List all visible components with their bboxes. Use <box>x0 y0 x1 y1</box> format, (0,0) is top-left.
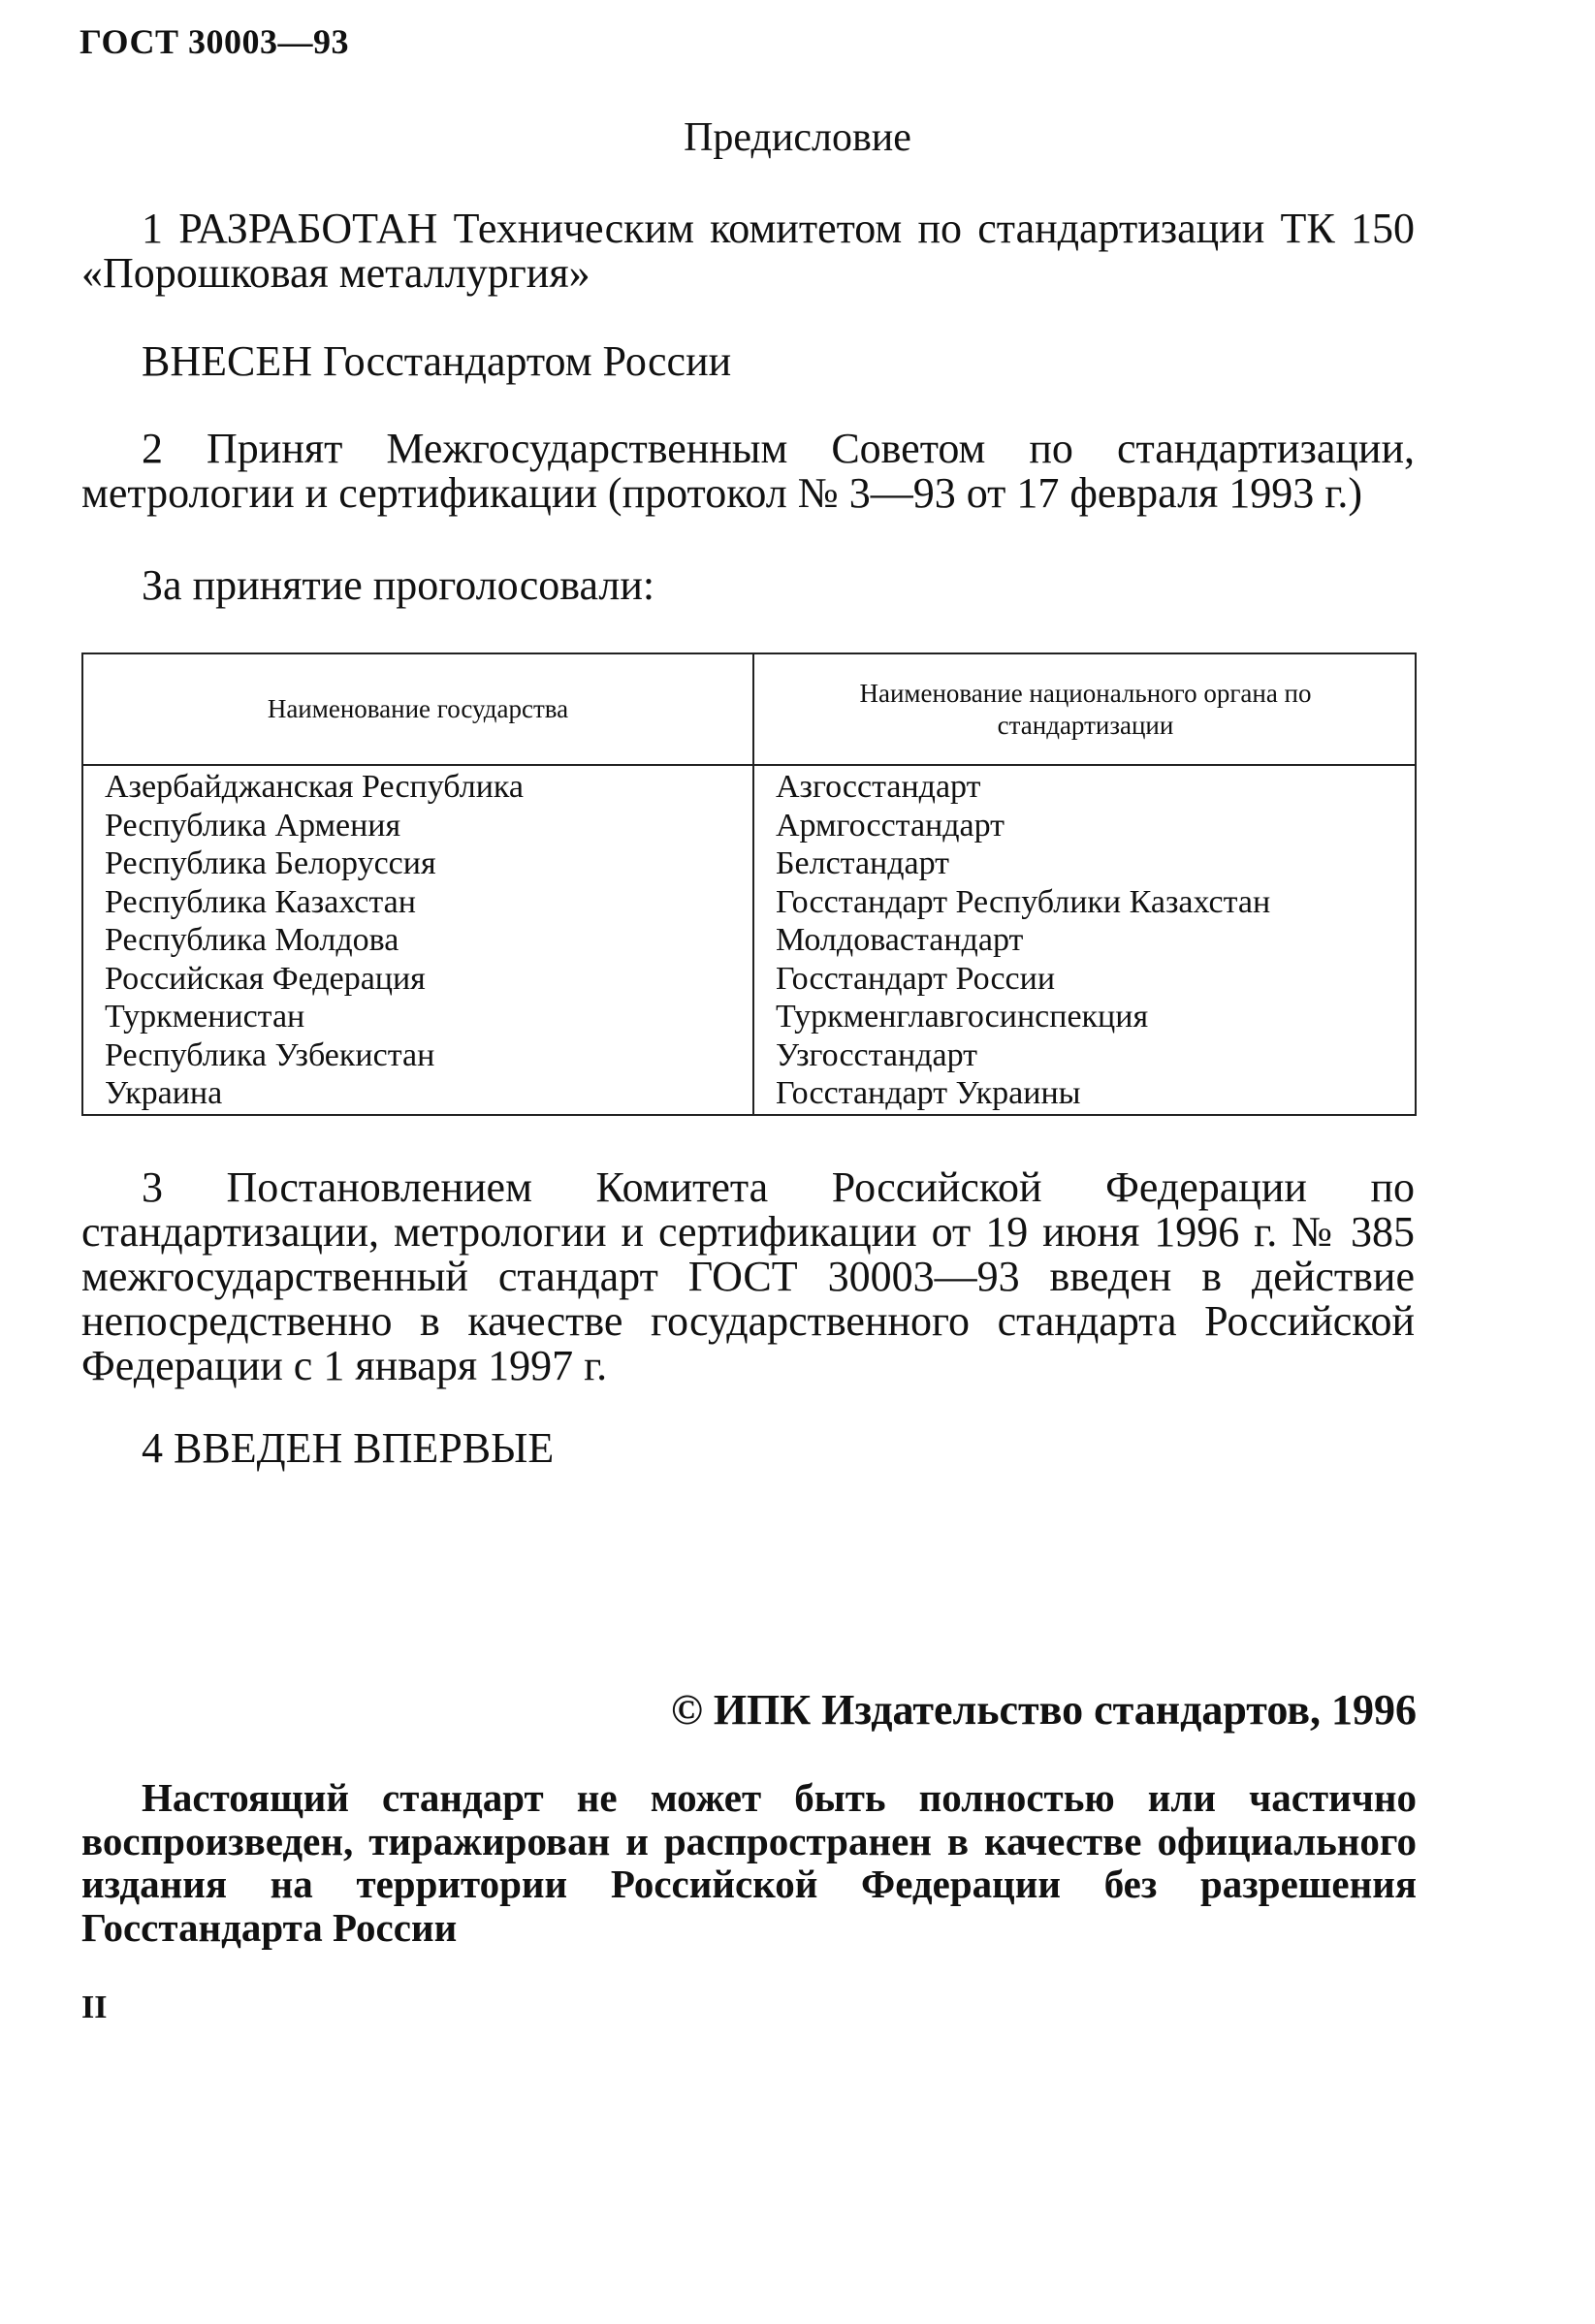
table-cell-body: Молдовастандарт <box>776 922 1024 958</box>
document-code: ГОСТ 30003—93 <box>80 22 349 61</box>
table-cell-body: Белстандарт <box>776 845 950 881</box>
table-cell-body: Узгосстандарт <box>776 1036 978 1073</box>
table-cell-body: Армгосстандарт <box>776 807 1005 844</box>
table-cell-state: Туркменистан <box>105 999 305 1035</box>
table-cell-state: Республика Армения <box>105 807 401 844</box>
voting-caption: За принятие проголосовали: <box>142 561 655 609</box>
table-cell-state: Республика Узбекистан <box>105 1036 435 1073</box>
table-cell-body: Госстандарт России <box>776 960 1056 997</box>
table-cell-body: Туркменглавгосинспекция <box>776 999 1149 1035</box>
table-column-states <box>105 768 524 1113</box>
section-3-resolution: 3 Постановлением Комитета Российской Федерации по стандартизации, метрологии и сертификации от 19 июня 1996 г. № 385 межгосударственный стандарт ГОСТ 30003—93 введен в действие непосредственно в качестве государственного стандарта Российской Федерации с 1 января 1997 г. <box>81 1163 1415 1389</box>
table-header-divider <box>83 764 1415 766</box>
copyright-line: © ИПК Издательство стандартов, 1996 <box>670 1686 1417 1734</box>
table-cell-state: Республика Белоруссия <box>105 845 436 881</box>
section-2-adopted: 2 Принят Межгосударственным Советом по стандартизации, метрологии и сертификации (протокол № 3—93 от 17 февраля 1993 г.) <box>81 425 1415 517</box>
table-cell-body: Госстандарт Республики Казахстан <box>776 883 1271 920</box>
reproduction-notice: Настоящий стандарт не может быть полностью или частично воспроизведен, тиражирован и распространен в качестве официального издания на территории Российской Федерации без разрешения Госстандарта России <box>81 1775 1417 1950</box>
table-header-body-text: Наименование национального органа по стандартизации <box>859 678 1312 740</box>
table-cell-state: Республика Молдова <box>105 922 399 958</box>
page-number: II <box>81 1990 108 2025</box>
table-cell-state: Азербайджанская Республика <box>105 769 525 805</box>
section-1-introduced: ВНЕСЕН Госстандартом России <box>142 337 732 385</box>
table-column-bodies <box>776 768 1270 1113</box>
section-4-first-introduced: 4 ВВЕДЕН ВПЕРВЫЕ <box>142 1424 555 1472</box>
section-1-developed: 1 РАЗРАБОТАН Техническим комитетом по стандартизации ТК 150 «Порошковая металлургия» <box>81 205 1415 297</box>
table-cell-body: Азгосстандарт <box>776 769 981 805</box>
voting-table <box>81 653 1417 1116</box>
table-header-state: Наименование государства <box>267 694 569 723</box>
table-cell-state: Российская Федерация <box>105 960 426 997</box>
table-cell-state: Украина <box>105 1075 223 1111</box>
table-cell-state: Республика Казахстан <box>105 883 416 920</box>
table-header-body <box>754 654 1417 764</box>
page-title: Предисловие <box>684 115 911 160</box>
table-cell-body: Госстандарт Украины <box>776 1075 1081 1111</box>
